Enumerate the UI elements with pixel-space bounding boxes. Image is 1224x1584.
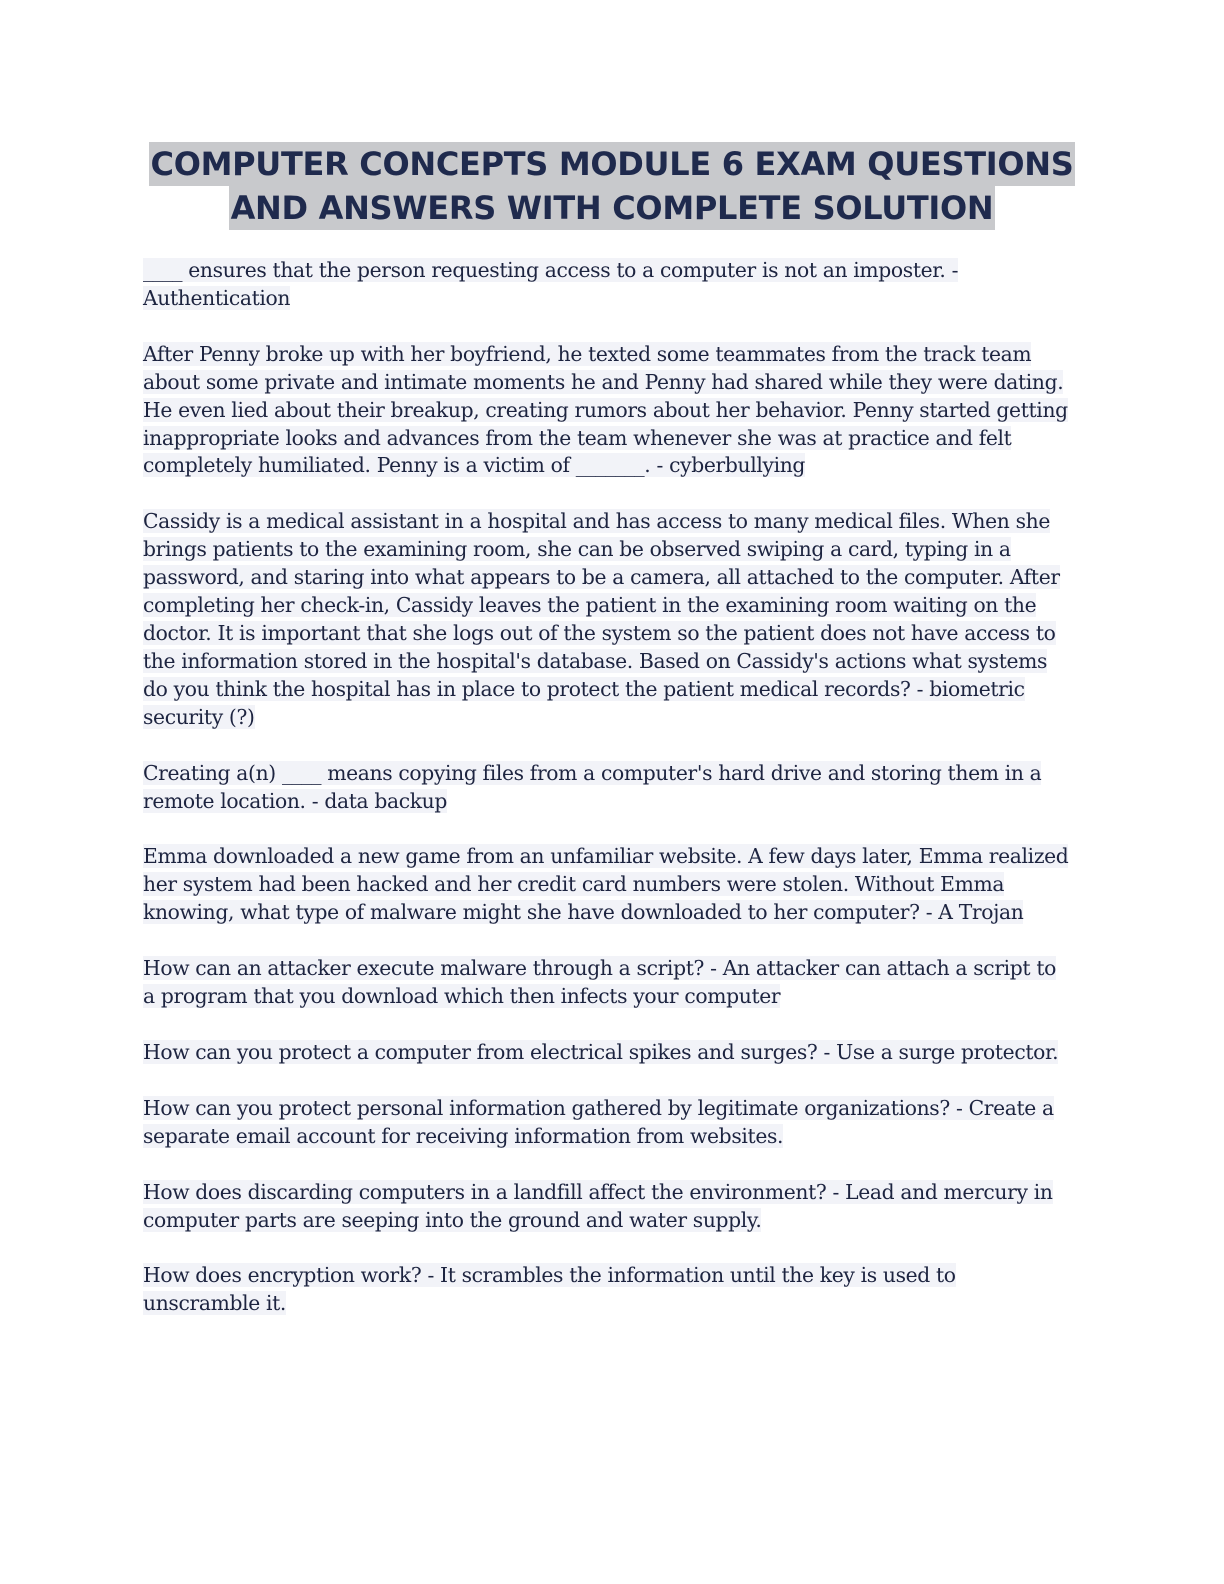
qa-item-text: How does encryption work? - It scrambles the information until the key is used to unscramble it.	[143, 1263, 956, 1316]
qa-list	[143, 257, 1073, 1346]
qa-item	[143, 1095, 1073, 1151]
document-title	[0, 142, 1224, 230]
qa-item	[143, 257, 1073, 313]
qa-item	[143, 1262, 1073, 1318]
qa-item	[143, 341, 1073, 481]
qa-item-text: Creating a(n) ____ means copying files from a computer's hard drive and storing them in a remote location. - data backup	[143, 760, 1042, 813]
qa-item	[143, 955, 1073, 1011]
qa-item-text: Cassidy is a medical assistant in a hospital and has access to many medical files. When she brings patients to the examining room, she can be observed swiping a card, typing in a password, and staring into what appears to be a camera, all attached to the computer. After completing her check-in, Cassidy leaves the patient in the examining room waiting on the doctor. It is important that she logs out of the system so the patient does not have access to the information stored in the hospital's database. Based on Cassidy's actions what systems do you think the hospital has in place to protect the patient medical records? - biometric security (?)	[143, 509, 1060, 729]
qa-item	[143, 508, 1073, 731]
qa-item	[143, 1179, 1073, 1235]
qa-item-text: How can an attacker execute malware through a script? - An attacker can attach a script to a program that you download which then infects your computer	[143, 956, 1056, 1009]
qa-item	[143, 760, 1073, 816]
qa-item-text: Emma downloaded a new game from an unfamiliar website. A few days later, Emma realized her system had been hacked and her credit card numbers were stolen. Without Emma knowing, what type of malware might she have downloaded to her computer? - A Trojan	[143, 844, 1069, 925]
title-line-2: AND ANSWERS WITH COMPLETE SOLUTION	[229, 186, 996, 230]
qa-item	[143, 843, 1073, 927]
title-line-1: COMPUTER CONCEPTS MODULE 6 EXAM QUESTIONS	[149, 142, 1076, 186]
qa-item-text: ____ ensures that the person requesting access to a computer is not an imposter. - Authentication	[143, 258, 959, 310]
qa-item	[143, 1039, 1073, 1067]
qa-item-text: How can you protect a computer from electrical spikes and surges? - Use a surge protector.	[143, 1039, 1059, 1064]
qa-item-text: How does discarding computers in a landfill affect the environment? - Lead and mercury in computer parts are seeping into the ground and water supply.	[143, 1179, 1053, 1232]
qa-item-text: After Penny broke up with her boyfriend, he texted some teammates from the track team about some private and intimate moments he and Penny had shared while they were dating. He even lied about their breakup, creating rumors about her behavior. Penny started getting inappropriate looks and advances from the team whenever she was at practice and felt completely humiliated. Penny is a victim of _______. - cyberbullying	[143, 341, 1068, 478]
qa-item-text: How can you protect personal information gathered by legitimate organizations? - Create a separate email account for receiving information from websites.	[143, 1095, 1054, 1148]
